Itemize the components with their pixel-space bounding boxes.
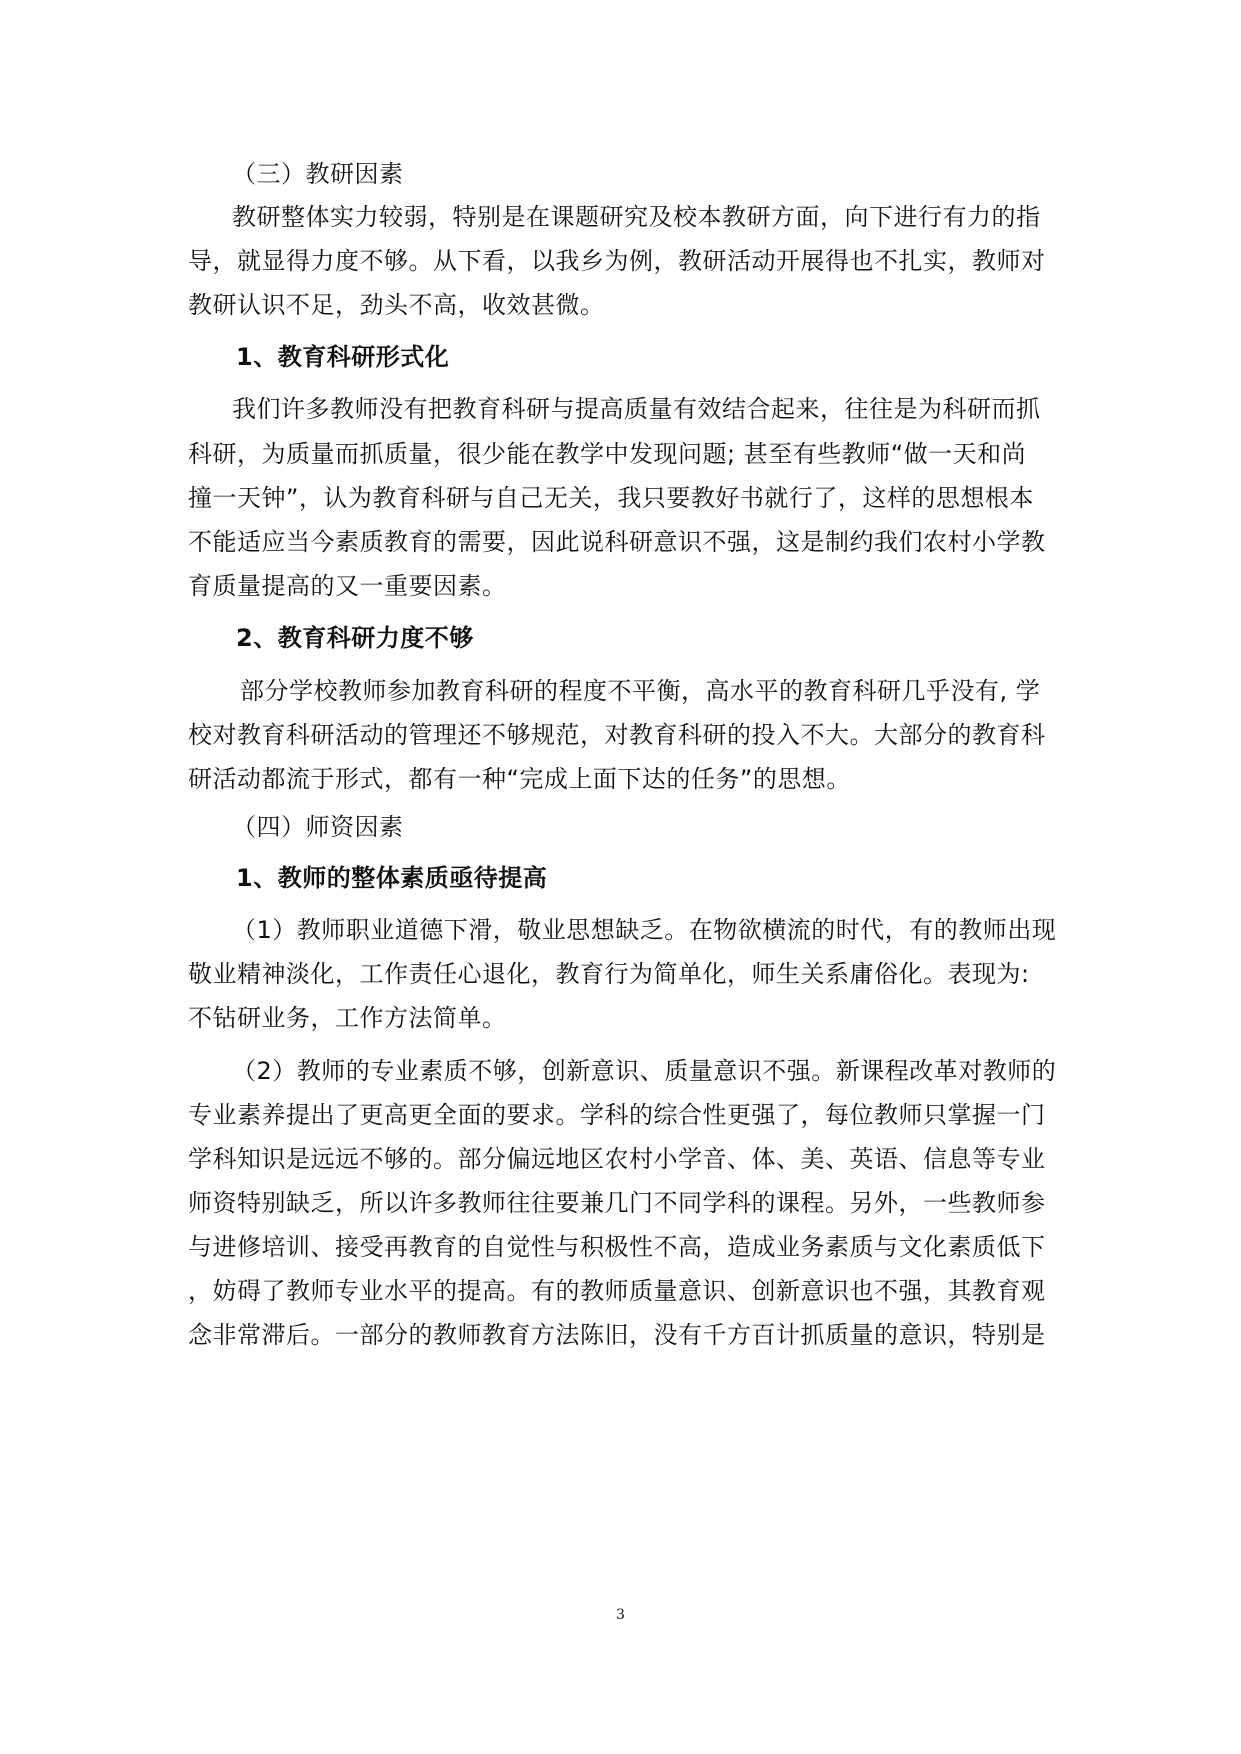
section-heading-faculty: （四）师资因素 (232, 813, 404, 841)
paragraph-line: 与进修培训、接受再教育的自觉性与积极性不高，造成业务素质与文化素质低下 (188, 1233, 1046, 1261)
paragraph-line: 科研，为质量而抓质量，很少能在教学中发现问题; 甚至有些教师“做一天和尚 (188, 440, 1027, 468)
paragraph-line: 教研认识不足，劲头不高，收效甚微。 (188, 291, 605, 319)
paragraph-line: 育质量提高的又一重要因素。 (188, 572, 507, 600)
paragraph-line: ，妨碍了教师专业水平的提高。有的教师质量意识、创新意识也不强，其教育观 (188, 1277, 1046, 1305)
paragraph-line: 不钻研业务，工作方法简单。 (188, 1004, 507, 1032)
paragraph-line: 师资特别缺乏，所以许多教师往往要兼几门不同学科的课程。另外，一些教师参 (188, 1189, 1046, 1217)
paragraph-line: 研活动都流于形式，都有一种“完成上面下达的任务”的思想。 (188, 765, 851, 793)
page-number: 3 (616, 1607, 625, 1623)
paragraph-line: 学科知识是远远不够的。部分偏远地区农村小学音、体、美、英语、信息等专业 (188, 1145, 1046, 1173)
paragraph-line: 专业素养提出了更高更全面的要求。学科的综合性更强了，每位教师只掌握一门 (188, 1101, 1046, 1129)
paragraph-line: 不能适应当今素质教育的需要，因此说科研意识不强，这是制约我们农村小学教 (188, 528, 1046, 556)
section-heading-teaching-research: （三）教研因素 (232, 160, 404, 188)
paragraph-line: 部分学校教师参加教育科研的程度不平衡，高水平的教育科研几乎没有, 学 (240, 677, 1041, 705)
subheading-research-insufficient: 2、教育科研力度不够 (236, 624, 474, 652)
subheading-teacher-quality: 1、教师的整体素质亟待提高 (236, 864, 548, 892)
paragraph-line: 敬业精神淡化，工作责任心退化，教育行为简单化，师生关系庸俗化。表现为: (188, 960, 1030, 988)
paragraph-line: 导，就显得力度不够。从下看，以我乡为例，教研活动开展得也不扎实，教师对 (188, 247, 1046, 275)
paragraph-line: （1）教师职业道德下滑，敬业思想缺乏。在物欲横流的时代，有的教师出现 (232, 916, 1057, 944)
paragraph-line: 校对教育科研活动的管理还不够规范，对教育科研的投入不大。大部分的教育科 (188, 721, 1046, 749)
paragraph-line: 撞一天钟”，认为教育科研与自己无关，我只要教好书就行了，这样的思想根本 (188, 484, 1034, 512)
paragraph-line: 念非常滞后。一部分的教师教育方法陈旧，没有千方百计抓质量的意识，特别是 (188, 1321, 1046, 1349)
paragraph-line: （2）教师的专业素质不够，创新意识、质量意识不强。新课程改革对教师的 (232, 1057, 1057, 1085)
subheading-research-formalized: 1、教育科研形式化 (236, 343, 450, 371)
paragraph-line: 我们许多教师没有把教育科研与提高质量有效结合起来，往往是为科研而抓 (232, 395, 1041, 423)
paragraph-line: 教研整体实力较弱，特别是在课题研究及校本教研方面，向下进行有力的指 (232, 203, 1041, 231)
